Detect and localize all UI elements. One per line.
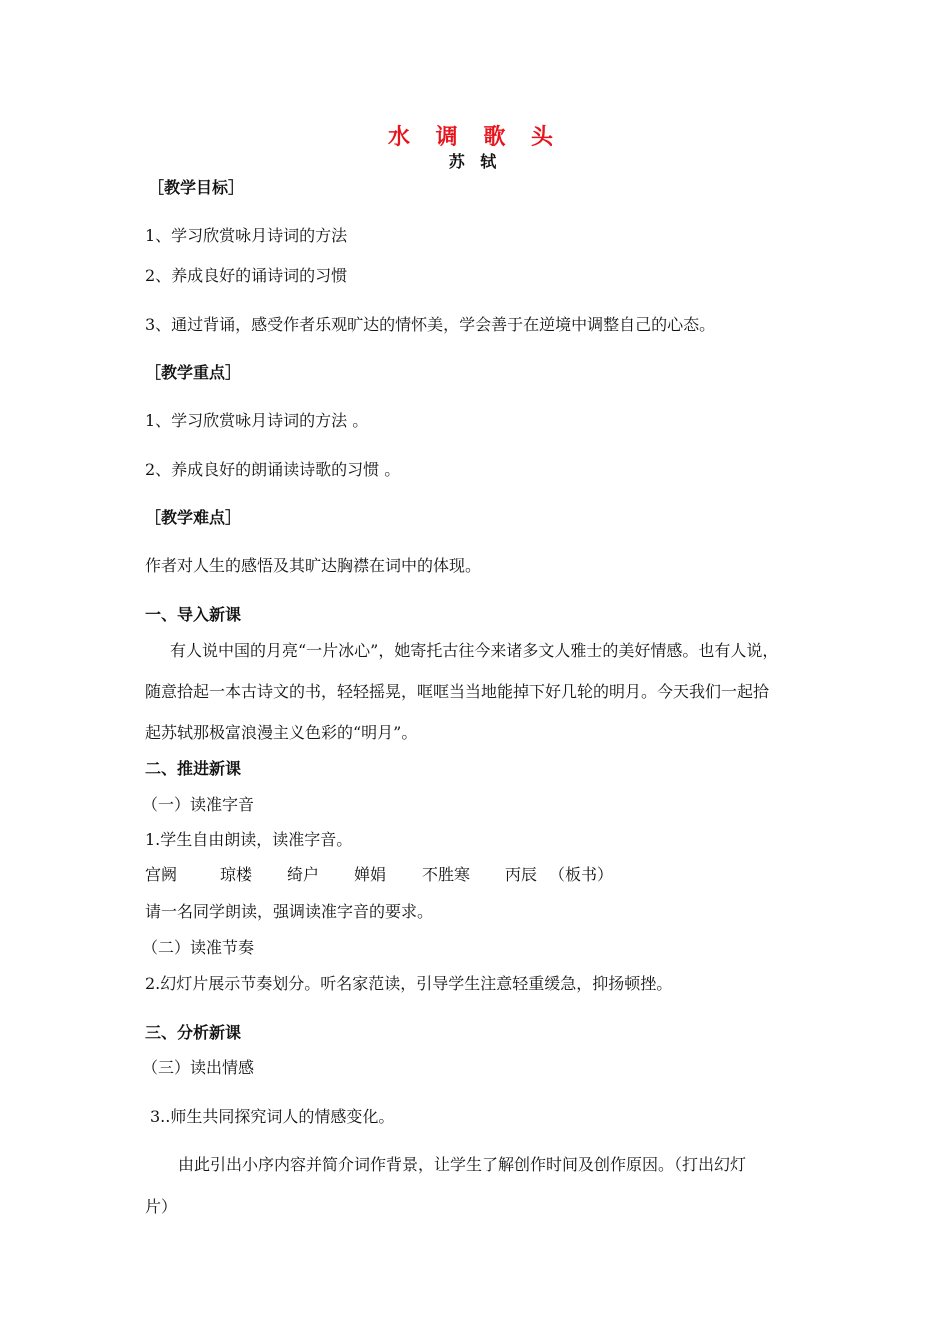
goals-heading: ［教学目标］ (148, 178, 245, 197)
section1-paragraph-line-2: 随意拾起一本古诗文的书，轻轻摇晃，哐哐当当地能掉下好几轮的明月。今天我们一起拾 (145, 682, 770, 701)
vocab-word-3: 绮户 (287, 865, 320, 884)
document-author: 苏 轼 (448, 152, 502, 171)
vocab-note: 请一名同学朗读，强调读准字音的要求。 (145, 902, 434, 921)
subsection1-heading: （一）读准字音 (142, 795, 255, 814)
vocab-word-7: （板书） (549, 865, 614, 884)
difficulty-heading: ［教学难点］ (145, 508, 242, 527)
goal-item-3: 3、通过背诵，感受作者乐观旷达的情怀美，学会善于在逆境中调整自己的心态。 (145, 315, 716, 334)
section3-heading: 三、分析新课 (145, 1023, 242, 1042)
document-title: 水 调 歌 头 (388, 125, 562, 150)
subsection2-heading: （二）读准节奏 (142, 938, 255, 957)
step3-text: 3..师生共同探究词人的情感变化。 (150, 1107, 395, 1126)
goal-item-2: 2、养成良好的诵诗词的习惯 (145, 266, 348, 285)
section3-paragraph-line-2: 片） (145, 1197, 178, 1216)
section1-heading: 一、导入新课 (145, 605, 242, 624)
keypoint-item-1: 1、学习欣赏咏月诗词的方法 。 (145, 411, 369, 430)
section3-paragraph-line-1: 由此引出小序内容并简介词作背景，让学生了解创作时间及创作原因。（打出幻灯 (178, 1155, 747, 1174)
vocab-word-5: 不胜寒 (422, 865, 471, 884)
subsection3-heading: （三）读出情感 (142, 1058, 255, 1077)
vocab-word-2: 琼楼 (220, 865, 253, 884)
goal-item-1: 1、学习欣赏咏月诗词的方法 (145, 226, 348, 245)
vocab-word-6: 丙辰 (505, 865, 538, 884)
vocab-word-1: 宫阙 (145, 865, 178, 884)
section2-heading: 二、推进新课 (145, 759, 242, 778)
vocab-word-4: 婵娟 (354, 865, 387, 884)
step1-text: 1.学生自由朗读，读准字音。 (145, 830, 353, 849)
section1-paragraph-line-1: 有人说中国的月亮“一片冰心”，她寄托古往今来诸多文人雅士的美好情感。也有人说， (170, 641, 779, 660)
section1-paragraph-line-3: 起苏轼那极富浪漫主义色彩的“明月”。 (145, 723, 418, 742)
step2-text: 2.幻灯片展示节奏划分。听名家范读，引导学生注意轻重缓急，抑扬顿挫。 (145, 974, 673, 993)
keypoint-item-2: 2、养成良好的朗诵读诗歌的习惯 。 (145, 460, 401, 479)
difficulty-text: 作者对人生的感悟及其旷达胸襟在词中的体现。 (145, 556, 482, 575)
keypoints-heading: ［教学重点］ (145, 363, 242, 382)
